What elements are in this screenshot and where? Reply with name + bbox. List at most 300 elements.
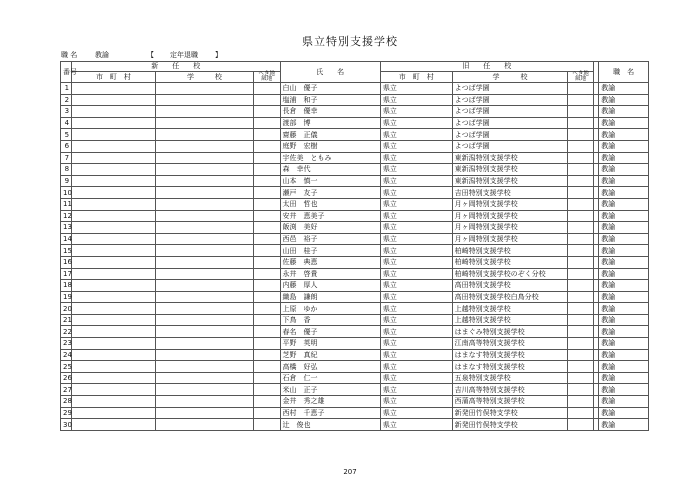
post-cell: 教諭 bbox=[599, 245, 649, 257]
job-label: 職 名 bbox=[61, 51, 78, 59]
name-cell: 平野 英明 bbox=[280, 338, 380, 350]
new-remote-cell bbox=[254, 245, 280, 257]
post-cell: 教諭 bbox=[599, 83, 649, 95]
name-cell: 金井 秀之雄 bbox=[280, 396, 380, 408]
old-school-cell: はまなす特別支援学校 bbox=[452, 361, 568, 373]
new-city-cell bbox=[72, 152, 156, 164]
old-city-cell: 県立 bbox=[380, 83, 452, 95]
name-cell: 春名 優子 bbox=[280, 326, 380, 338]
row-number: 3 bbox=[61, 106, 72, 118]
new-city-cell bbox=[72, 384, 156, 396]
new-school-cell bbox=[155, 83, 253, 95]
new-city-cell bbox=[72, 361, 156, 373]
table-row bbox=[61, 233, 649, 245]
old-city-cell: 県立 bbox=[380, 175, 452, 187]
post-cell: 教諭 bbox=[599, 117, 649, 129]
table-row bbox=[61, 222, 649, 234]
table-row bbox=[61, 117, 649, 129]
new-school-cell bbox=[155, 129, 253, 141]
table-row bbox=[61, 256, 649, 268]
old-school-cell: 東新潟特別支援学校 bbox=[452, 175, 568, 187]
new-school-cell bbox=[155, 245, 253, 257]
table-row bbox=[61, 210, 649, 222]
post-cell: 教諭 bbox=[599, 106, 649, 118]
new-school-cell bbox=[155, 140, 253, 152]
row-number: 20 bbox=[61, 303, 72, 315]
job-value: 教諭 bbox=[95, 51, 109, 59]
old-city-cell: 県立 bbox=[380, 210, 452, 222]
table-row bbox=[61, 187, 649, 199]
old-city-cell: 県立 bbox=[380, 268, 452, 280]
old-school-cell: よつば学園 bbox=[452, 129, 568, 141]
post-cell: 教諭 bbox=[599, 233, 649, 245]
post-cell: 教諭 bbox=[599, 164, 649, 176]
old-remote-cell bbox=[568, 314, 593, 326]
table-row bbox=[61, 407, 649, 419]
old-city-cell: 県立 bbox=[380, 164, 452, 176]
new-remote-cell bbox=[254, 187, 280, 199]
name-cell: 長倉 優幸 bbox=[280, 106, 380, 118]
table-row bbox=[61, 268, 649, 280]
name-cell: 芝野 真紀 bbox=[280, 349, 380, 361]
row-number: 21 bbox=[61, 314, 72, 326]
name-cell: 庭野 宏樹 bbox=[280, 140, 380, 152]
new-school-cell bbox=[155, 372, 253, 384]
table-row bbox=[61, 396, 649, 408]
old-remote-cell bbox=[568, 303, 593, 315]
table-row bbox=[61, 372, 649, 384]
old-remote-cell bbox=[568, 117, 593, 129]
old-school-cell: よつば学園 bbox=[452, 140, 568, 152]
new-remote-cell bbox=[254, 94, 280, 106]
old-school-cell: 吉田特別支援学校 bbox=[452, 187, 568, 199]
new-remote-cell bbox=[254, 152, 280, 164]
old-city-header: 市 町 村 bbox=[380, 72, 452, 83]
old-remote-cell bbox=[568, 372, 593, 384]
old-city-cell: 県立 bbox=[380, 233, 452, 245]
old-remote-cell bbox=[568, 152, 593, 164]
old-school-cell: 柏崎特別支援学校のぞく分校 bbox=[452, 268, 568, 280]
old-school-cell: よつば学園 bbox=[452, 83, 568, 95]
table-row bbox=[61, 198, 649, 210]
row-number: 14 bbox=[61, 233, 72, 245]
new-city-cell bbox=[72, 83, 156, 95]
old-school-header: 学 校 bbox=[452, 72, 568, 83]
old-school-cell: 月ヶ岡特別支援学校 bbox=[452, 198, 568, 210]
old-school-cell: 江南高等特別支援学校 bbox=[452, 338, 568, 350]
post-cell: 教諭 bbox=[599, 361, 649, 373]
new-remote-cell bbox=[254, 396, 280, 408]
new-remote-cell bbox=[254, 164, 280, 176]
old-school-cell: 月ヶ岡特別支援学校 bbox=[452, 233, 568, 245]
row-number: 26 bbox=[61, 372, 72, 384]
page-number: 207 bbox=[343, 468, 357, 476]
old-remote-cell bbox=[568, 338, 593, 350]
new-remote-cell bbox=[254, 129, 280, 141]
new-city-cell bbox=[72, 303, 156, 315]
row-number: 30 bbox=[61, 419, 72, 431]
name-cell: 内藤 厚人 bbox=[280, 280, 380, 292]
post-cell: 教諭 bbox=[599, 210, 649, 222]
table-row bbox=[61, 94, 649, 106]
new-remote-cell bbox=[254, 106, 280, 118]
new-remote-cell bbox=[254, 83, 280, 95]
new-city-cell bbox=[72, 372, 156, 384]
old-city-cell: 県立 bbox=[380, 303, 452, 315]
old-remote-cell bbox=[568, 280, 593, 292]
old-school-cell: 東新潟特別支援学校 bbox=[452, 164, 568, 176]
post-cell: 教諭 bbox=[599, 372, 649, 384]
name-cell: 太田 哲也 bbox=[280, 198, 380, 210]
old-remote-cell bbox=[568, 268, 593, 280]
row-number: 27 bbox=[61, 384, 72, 396]
new-school-cell bbox=[155, 338, 253, 350]
name-cell: 上原 ゆか bbox=[280, 303, 380, 315]
new-school-cell bbox=[155, 280, 253, 292]
row-number: 2 bbox=[61, 94, 72, 106]
new-city-cell bbox=[72, 419, 156, 431]
table-row bbox=[61, 140, 649, 152]
old-school-cell: 吉川高等特別支援学校 bbox=[452, 384, 568, 396]
row-number: 9 bbox=[61, 175, 72, 187]
new-remote-cell bbox=[254, 280, 280, 292]
header-row-1 bbox=[61, 62, 649, 72]
old-remote-cell bbox=[568, 129, 593, 141]
old-remote-cell bbox=[568, 396, 593, 408]
name-cell: 高橋 好弘 bbox=[280, 361, 380, 373]
row-number: 11 bbox=[61, 198, 72, 210]
old-city-cell: 県立 bbox=[380, 222, 452, 234]
new-school-group-header: 新 任 校 bbox=[72, 62, 280, 72]
old-city-cell: 県立 bbox=[380, 349, 452, 361]
new-remote-cell bbox=[254, 256, 280, 268]
old-remote-cell bbox=[568, 210, 593, 222]
new-school-cell bbox=[155, 419, 253, 431]
old-city-cell: 県立 bbox=[380, 94, 452, 106]
old-city-cell: 県立 bbox=[380, 117, 452, 129]
old-remote-cell bbox=[568, 198, 593, 210]
table-row bbox=[61, 291, 649, 303]
table-row bbox=[61, 106, 649, 118]
new-city-cell bbox=[72, 245, 156, 257]
old-remote-cell bbox=[568, 419, 593, 431]
old-city-cell: 県立 bbox=[380, 245, 452, 257]
new-school-cell bbox=[155, 256, 253, 268]
post-cell: 教諭 bbox=[599, 419, 649, 431]
new-school-cell bbox=[155, 117, 253, 129]
new-school-cell bbox=[155, 152, 253, 164]
row-number: 22 bbox=[61, 326, 72, 338]
old-school-cell: 高田特別支援学校 bbox=[452, 280, 568, 292]
table-row bbox=[61, 419, 649, 431]
new-school-cell bbox=[155, 198, 253, 210]
old-city-cell: 県立 bbox=[380, 314, 452, 326]
old-remote-cell bbox=[568, 384, 593, 396]
row-number: 25 bbox=[61, 361, 72, 373]
post-cell: 教諭 bbox=[599, 94, 649, 106]
new-remote-cell bbox=[254, 303, 280, 315]
name-header: 氏 名 bbox=[280, 62, 380, 83]
old-remote-header: へき地級地 bbox=[568, 72, 593, 83]
post-cell: 教諭 bbox=[599, 314, 649, 326]
new-city-cell bbox=[72, 164, 156, 176]
new-remote-cell bbox=[254, 384, 280, 396]
post-cell: 教諭 bbox=[599, 384, 649, 396]
new-school-cell bbox=[155, 407, 253, 419]
table-row bbox=[61, 314, 649, 326]
new-school-cell bbox=[155, 303, 253, 315]
table-row bbox=[61, 129, 649, 141]
new-city-cell bbox=[72, 268, 156, 280]
old-school-cell: はまなす特別支援学校 bbox=[452, 349, 568, 361]
old-city-cell: 県立 bbox=[380, 129, 452, 141]
old-school-cell: 西蒲高等特別支援学校 bbox=[452, 396, 568, 408]
old-remote-cell bbox=[568, 407, 593, 419]
old-city-cell: 県立 bbox=[380, 106, 452, 118]
new-school-cell bbox=[155, 187, 253, 199]
old-city-cell: 県立 bbox=[380, 326, 452, 338]
new-city-cell bbox=[72, 175, 156, 187]
personnel-table bbox=[60, 61, 649, 431]
new-city-cell bbox=[72, 349, 156, 361]
old-school-cell: 月ヶ岡特別支援学校 bbox=[452, 222, 568, 234]
old-remote-cell bbox=[568, 140, 593, 152]
row-number: 8 bbox=[61, 164, 72, 176]
new-school-cell bbox=[155, 233, 253, 245]
new-remote-cell bbox=[254, 291, 280, 303]
old-school-cell: 新発田竹俣特支学校 bbox=[452, 407, 568, 419]
post-cell: 教諭 bbox=[599, 198, 649, 210]
new-school-cell bbox=[155, 326, 253, 338]
row-number: 5 bbox=[61, 129, 72, 141]
old-school-cell: 月ヶ岡特別支援学校 bbox=[452, 210, 568, 222]
new-remote-cell bbox=[254, 419, 280, 431]
post-cell: 教諭 bbox=[599, 268, 649, 280]
old-city-cell: 県立 bbox=[380, 372, 452, 384]
post-cell: 教諭 bbox=[599, 256, 649, 268]
new-city-cell bbox=[72, 198, 156, 210]
name-cell: 織島 謙朗 bbox=[280, 291, 380, 303]
table-row bbox=[61, 245, 649, 257]
new-remote-cell bbox=[254, 407, 280, 419]
new-remote-cell bbox=[254, 140, 280, 152]
old-school-cell: よつば学園 bbox=[452, 94, 568, 106]
name-cell: 山本 慎一 bbox=[280, 175, 380, 187]
old-remote-cell bbox=[568, 94, 593, 106]
old-school-group-header: 旧 任 校 bbox=[380, 62, 593, 72]
old-school-cell: 柏崎特別支援学校 bbox=[452, 256, 568, 268]
post-cell: 教諭 bbox=[599, 140, 649, 152]
old-remote-cell bbox=[568, 175, 593, 187]
name-cell: 安井 恵美子 bbox=[280, 210, 380, 222]
new-school-cell bbox=[155, 94, 253, 106]
new-remote-cell bbox=[254, 117, 280, 129]
old-city-cell: 県立 bbox=[380, 407, 452, 419]
reason-bracket-open: 【 bbox=[147, 51, 154, 59]
table-row bbox=[61, 361, 649, 373]
row-number: 18 bbox=[61, 280, 72, 292]
old-city-cell: 県立 bbox=[380, 152, 452, 164]
new-city-cell bbox=[72, 280, 156, 292]
new-city-cell bbox=[72, 129, 156, 141]
new-remote-cell bbox=[254, 233, 280, 245]
old-city-cell: 県立 bbox=[380, 280, 452, 292]
table-row bbox=[61, 384, 649, 396]
name-cell: 米山 正子 bbox=[280, 384, 380, 396]
row-number: 29 bbox=[61, 407, 72, 419]
old-city-cell: 県立 bbox=[380, 187, 452, 199]
new-remote-cell bbox=[254, 222, 280, 234]
old-city-cell: 県立 bbox=[380, 419, 452, 431]
post-cell: 教諭 bbox=[599, 129, 649, 141]
old-remote-cell bbox=[568, 349, 593, 361]
new-remote-cell bbox=[254, 314, 280, 326]
new-city-cell bbox=[72, 396, 156, 408]
name-cell: 下鳥 香 bbox=[280, 314, 380, 326]
old-remote-cell bbox=[568, 233, 593, 245]
table-row bbox=[61, 280, 649, 292]
table-row bbox=[61, 338, 649, 350]
name-cell: 山田 桂子 bbox=[280, 245, 380, 257]
table-row bbox=[61, 349, 649, 361]
new-city-cell bbox=[72, 94, 156, 106]
old-city-cell: 県立 bbox=[380, 256, 452, 268]
old-school-cell: 高田特別支援学校白鳥分校 bbox=[452, 291, 568, 303]
old-remote-cell bbox=[568, 187, 593, 199]
table-row bbox=[61, 326, 649, 338]
old-school-cell: よつば学園 bbox=[452, 106, 568, 118]
new-city-header: 市 町 村 bbox=[72, 72, 156, 83]
table-row bbox=[61, 152, 649, 164]
old-city-cell: 県立 bbox=[380, 291, 452, 303]
new-remote-cell bbox=[254, 175, 280, 187]
new-city-cell bbox=[72, 222, 156, 234]
old-school-cell: 上越特別支援学校 bbox=[452, 314, 568, 326]
old-school-cell: 上越特別支援学校 bbox=[452, 303, 568, 315]
post-cell: 教諭 bbox=[599, 175, 649, 187]
name-cell: 塩浦 和子 bbox=[280, 94, 380, 106]
new-city-cell bbox=[72, 106, 156, 118]
old-city-cell: 県立 bbox=[380, 338, 452, 350]
name-cell: 宇佐美 ともみ bbox=[280, 152, 380, 164]
old-city-cell: 県立 bbox=[380, 198, 452, 210]
table-row bbox=[61, 303, 649, 315]
name-cell: 永井 啓貴 bbox=[280, 268, 380, 280]
name-cell: 辻 俊也 bbox=[280, 419, 380, 431]
post-cell: 教諭 bbox=[599, 291, 649, 303]
old-city-cell: 県立 bbox=[380, 384, 452, 396]
post-cell: 教諭 bbox=[599, 280, 649, 292]
name-cell: 石倉 仁一 bbox=[280, 372, 380, 384]
name-cell: 渡部 博 bbox=[280, 117, 380, 129]
new-school-cell bbox=[155, 349, 253, 361]
post-cell: 教諭 bbox=[599, 222, 649, 234]
old-city-cell: 県立 bbox=[380, 140, 452, 152]
post-cell: 教諭 bbox=[599, 407, 649, 419]
new-city-cell bbox=[72, 314, 156, 326]
new-remote-cell bbox=[254, 326, 280, 338]
reason-bracket-close: 】 bbox=[215, 51, 222, 59]
old-city-cell: 県立 bbox=[380, 361, 452, 373]
old-school-cell: はまぐみ特別支援学校 bbox=[452, 326, 568, 338]
new-city-cell bbox=[72, 187, 156, 199]
new-school-cell bbox=[155, 210, 253, 222]
name-cell: 齋藤 正儀 bbox=[280, 129, 380, 141]
new-remote-cell bbox=[254, 361, 280, 373]
old-remote-cell bbox=[568, 291, 593, 303]
name-cell: 佐藤 典恵 bbox=[280, 256, 380, 268]
new-city-cell bbox=[72, 256, 156, 268]
old-remote-cell bbox=[568, 164, 593, 176]
old-remote-cell bbox=[568, 245, 593, 257]
row-number: 1 bbox=[61, 83, 72, 95]
new-city-cell bbox=[72, 233, 156, 245]
new-remote-cell bbox=[254, 268, 280, 280]
row-number: 16 bbox=[61, 256, 72, 268]
new-school-cell bbox=[155, 314, 253, 326]
name-cell: 瀬戸 友子 bbox=[280, 187, 380, 199]
new-school-cell bbox=[155, 175, 253, 187]
old-remote-cell bbox=[568, 83, 593, 95]
old-remote-cell bbox=[568, 361, 593, 373]
table-row bbox=[61, 83, 649, 95]
row-number: 23 bbox=[61, 338, 72, 350]
new-remote-cell bbox=[254, 198, 280, 210]
row-number: 12 bbox=[61, 210, 72, 222]
table-row bbox=[61, 164, 649, 176]
new-city-cell bbox=[72, 338, 156, 350]
row-number: 15 bbox=[61, 245, 72, 257]
row-number: 4 bbox=[61, 117, 72, 129]
row-number: 6 bbox=[61, 140, 72, 152]
name-cell: 森 幸代 bbox=[280, 164, 380, 176]
post-header: 職 名 bbox=[599, 62, 649, 83]
number-header: 番号 bbox=[61, 62, 72, 83]
old-school-cell: よつば学園 bbox=[452, 117, 568, 129]
post-cell: 教諭 bbox=[599, 303, 649, 315]
name-cell: 白山 優子 bbox=[280, 83, 380, 95]
name-cell: 西村 千恵子 bbox=[280, 407, 380, 419]
old-remote-cell bbox=[568, 326, 593, 338]
post-cell: 教諭 bbox=[599, 349, 649, 361]
post-cell: 教諭 bbox=[599, 326, 649, 338]
row-number: 24 bbox=[61, 349, 72, 361]
new-remote-cell bbox=[254, 338, 280, 350]
old-school-cell: 新発田竹俣特支学校 bbox=[452, 419, 568, 431]
new-city-cell bbox=[72, 291, 156, 303]
post-cell: 教諭 bbox=[599, 152, 649, 164]
new-city-cell bbox=[72, 117, 156, 129]
old-remote-cell bbox=[568, 222, 593, 234]
new-city-cell bbox=[72, 326, 156, 338]
reason-value: 定年退職 bbox=[170, 51, 198, 59]
old-city-cell: 県立 bbox=[380, 396, 452, 408]
new-school-cell bbox=[155, 164, 253, 176]
new-city-cell bbox=[72, 407, 156, 419]
new-remote-cell bbox=[254, 372, 280, 384]
post-cell: 教諭 bbox=[599, 396, 649, 408]
page-title: 県立特別支援学校 bbox=[302, 35, 398, 48]
new-school-cell bbox=[155, 222, 253, 234]
new-city-cell bbox=[72, 210, 156, 222]
new-remote-cell bbox=[254, 210, 280, 222]
old-school-cell: 柏崎特別支援学校 bbox=[452, 245, 568, 257]
row-number: 17 bbox=[61, 268, 72, 280]
table-row bbox=[61, 175, 649, 187]
new-school-cell bbox=[155, 106, 253, 118]
new-school-cell bbox=[155, 396, 253, 408]
new-city-cell bbox=[72, 140, 156, 152]
